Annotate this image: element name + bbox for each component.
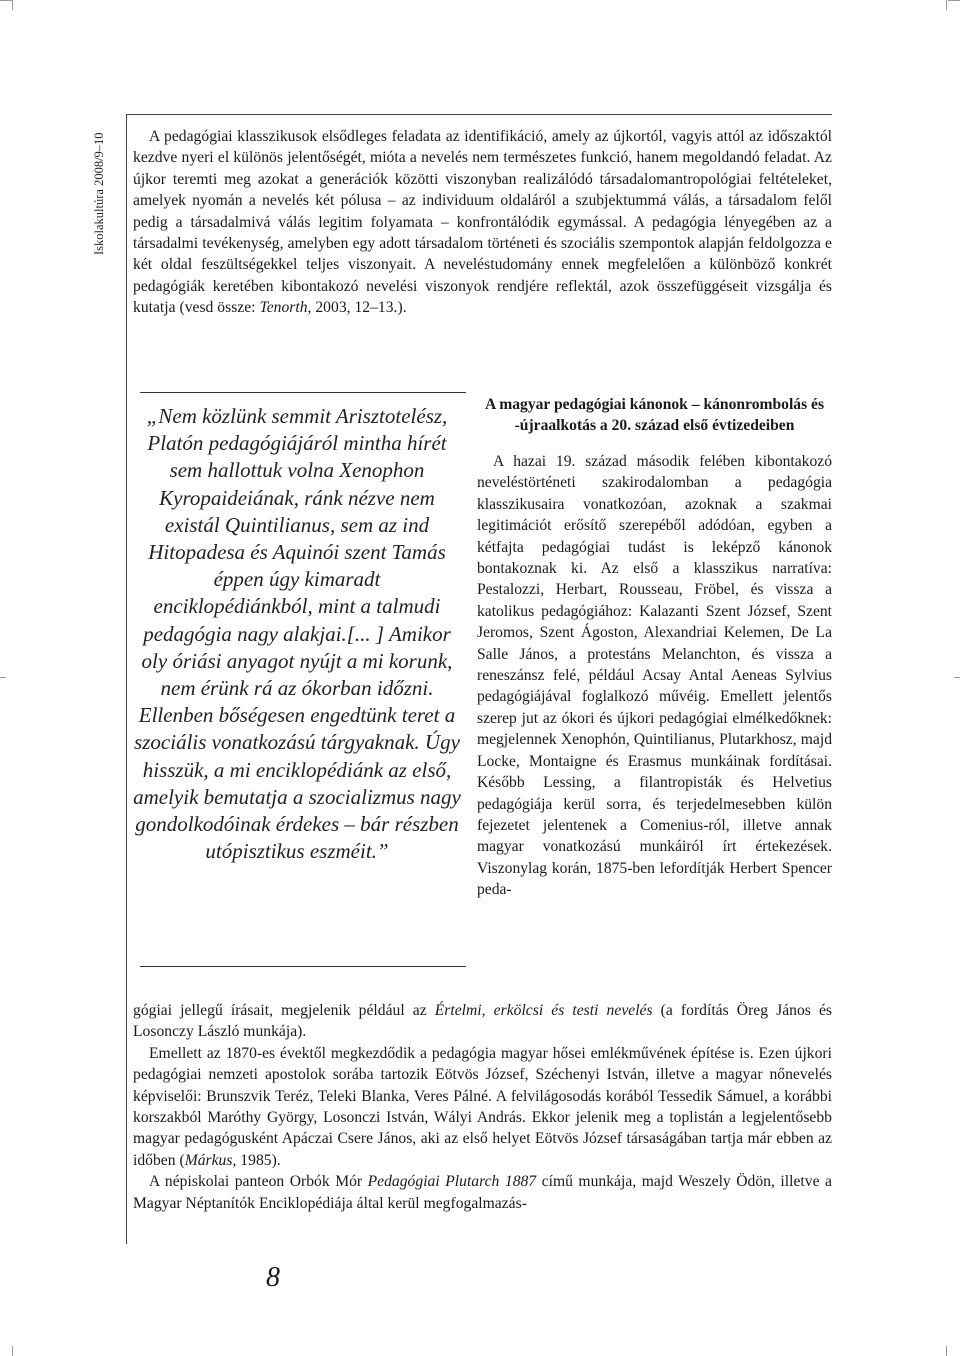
header-rule	[126, 114, 832, 115]
crop-mark	[946, 1346, 947, 1356]
citation-author: Tenorth	[259, 299, 308, 317]
section-heading: A magyar pedagógiai kánonok – kánonrombolás és -újraalkotás a 20. század első évtizedeiben	[484, 396, 825, 434]
pull-quote	[126, 392, 466, 865]
book-title: Értelmi, erkölcsi és testi nevelés	[434, 1002, 653, 1019]
citation-author: Márkus	[184, 1151, 233, 1169]
citation-rest: , 2003, 12–13.).	[307, 299, 407, 317]
cont-p1-rest: (a fordítás Öreg János és Losonczy László munkája).	[133, 1002, 833, 1041]
crop-mark	[954, 677, 960, 678]
cont-p2-text: Emellett az 1870-es évektől megkezdődik a pedagógia magyar hősei emlékművének építése is. Ezen újkori pedagógiai nemzeti apostolok sorába tartozik Eötvös József, Széchenyi István, illetve a magyar nőnevelés képviselői: Brunszvik Teréz, Teleki Blanka, Veres Pálné. A felvilágosodás korából Tessedik Sámuel, a korábbi korszakból Maróthy György, Losonczi István, Wályi András. Ekkor jelenik meg a toplistán a legjelentősebb magyar pedagógusként Apáczai Csere János, aki az első helyet Eötvös József társaságában tartja már ebben az időben (	[133, 1044, 832, 1169]
intro-text: A pedagógiai klasszikusok elsődleges feladata az identifikáció, amely az újkortól, vagyis attól az időszaktól kezdve nyeri el különös jelentőségét, mióta a nevelés nem természetes funkció, hanem megoldandó feladat. Az újkor teremti meg azokat a generációk közötti viszonyban realizálódó társadalomantropológiai feltételeket, amelyek nyomán a nevelés két pólusa – az individuum oldaláról a szubjektummá válás, a társadalom felől pedig a társadalmivá válás legitim folyamata – konfrontálódik egymással. A pedagógia lényegében az a társadalmi tevékenység, amelyben egy adott társadalom történeti és szociális szempontok alapján feldolgozza e két oldal feszültségekkel teljes viszonyait. A neveléstudomány ennek megfelelően a különböző konkrét pedagógiák keretében kibontakozó nevelési viszonyok rendjére reflektál, azok összefüggéseit vizsgálja és kutatja (vesd össze:	[133, 128, 832, 317]
crop-mark	[0, 0, 12, 1]
cont-p3-rest: című munkája, majd Weszely Ödön, illetve a Magyar Néptanítók Enciklopédiája által kerül megfogalmazás-	[133, 1173, 832, 1212]
continuation-text	[133, 1000, 832, 1214]
quote-text: „Nem közlünk semmit Arisztotelész, Platón pedagógiájáról mintha hírét sem hallottuk volna Xenophon Kyropaideiának, ránk nézve nem existál Quintilianus, sem az ind Hitopadesa és Aquinói szent Tamás éppen úgy kimaradt enciklopédiánkból, mint a talmudi pedagógia nagy alakjai.[... ] Amikor oly óriási anyagot nyújt a mi korunk, nem érünk rá az ókorban időzni. Ellenben bőségesen engedtünk teret a szociális vonatkozású tárgyaknak. Úgy hisszük, a mi enciklopédiánk az első, amelyik bemutatja a szocializmus nagy gondolkodóinak érdekes – bár részben utópisztikus eszméit.”	[133, 404, 461, 864]
quote-bottom-rule	[140, 966, 466, 967]
running-head: Iskolakultúra 2008/9–10	[92, 132, 106, 255]
cont-p1-text: gógiai jellegű írásait, megjelenik például az	[133, 1002, 435, 1019]
cont-p2-rest: , 1985).	[232, 1151, 281, 1169]
page-number: 8	[266, 1262, 280, 1293]
crop-mark	[946, 0, 947, 10]
section-paragraph: A hazai 19. század második felében kibontakozó neveléstörténeti szakirodalomban a pedagógia klasszikusaira vonatkozóan, azoknak a szakmai legitimációt erősítő szerepéből adódóan, egyben a kétfajta pedagógiai tudást is leképző kánonok bontakoznak ki. Az első a klasszikus narratíva: Pestalozzi, Herbart, Rousseau, Fröbel, és vissza a katolikus pedagógiához: Kalazanti Szent József, Szent Jeromos, Szent Ágoston, Alexandriai Kelemen, De La Salle János, a protestáns Melanchton, és vissza a reneszánsz felé, például Acsay Antal Aeneas Sylvius pedagógiájával foglalkozó művéig. Emellett jelentős szerep jut az ókori és újkori pedagógiai elmélkedőknek: megjelennek Xenophón, Quintilianus, Plutarkhosz, majd Locke, Montaigne és Erasmus munkáinak fordításai. Később Lessing, a filantropisták és Helvetius pedagógiája kerül sorra, és terjedelmesebben külön fejezetet jelentenek a Comenius-ról, illetve annak magyar vonatkozású munkáiról írt értekezések. Viszonylag korán, 1875-ben lefordítják Herbert Spencer peda-	[477, 453, 832, 899]
crop-mark	[12, 0, 13, 10]
crop-mark	[12, 1346, 13, 1356]
book-title: Pedagógiai Plutarch 1887	[367, 1173, 537, 1191]
crop-mark	[948, 0, 960, 1]
crop-mark	[0, 677, 6, 678]
quote-top-rule	[140, 392, 466, 393]
section-column	[477, 394, 832, 901]
cont-p3-text: A népiskolai panteon Orbók Mór	[149, 1173, 368, 1191]
intro-paragraph	[133, 126, 832, 319]
